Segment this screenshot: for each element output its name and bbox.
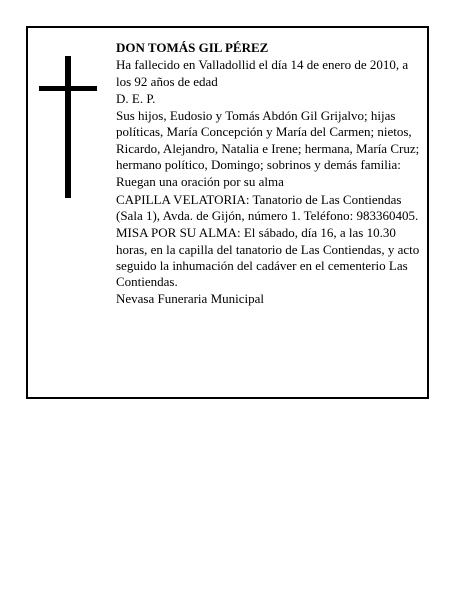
obituary-notice [26,26,429,399]
family-list: Sus hijos, Eudosio y Tomás Abdón Gil Grijalvo; hijas políticas, María Concepción y María del Carmen; nietos, Ricardo, Alejandro, Natalia e Irene; hermana, María Cruz; hermano político, Domingo; sobrinos y demás familia: [116,108,420,173]
funeral-home: Nevasa Funeraria Municipal [116,291,265,307]
cross-horizontal-bar [39,86,97,91]
deceased-name: DON TOMÁS GIL PÉREZ [116,40,269,55]
death-announcement: Ha fallecido en Valladollid el día 14 de enero de 2010, a los 92 años de edad [116,57,409,89]
rest-in-peace: D. E. P. [116,90,156,106]
prayer-request: Ruegan una oración por su alma [116,174,284,190]
mass-info: MISA POR SU ALMA: El sábado, día 16, a las 10.30 horas, en la capilla del tanatorio de Las Contiendas, y acto seguido la inhumación del cadáver en el cementerio Las Contiendas. [116,225,420,290]
notice-body [116,40,422,309]
cross-vertical-bar [65,56,71,198]
chapel-info: CAPILLA VELATORIA: Tanatorio de Las Contiendas (Sala 1), Avda. de Gijón, número 1. Teléfono: 983360405. [116,191,419,223]
